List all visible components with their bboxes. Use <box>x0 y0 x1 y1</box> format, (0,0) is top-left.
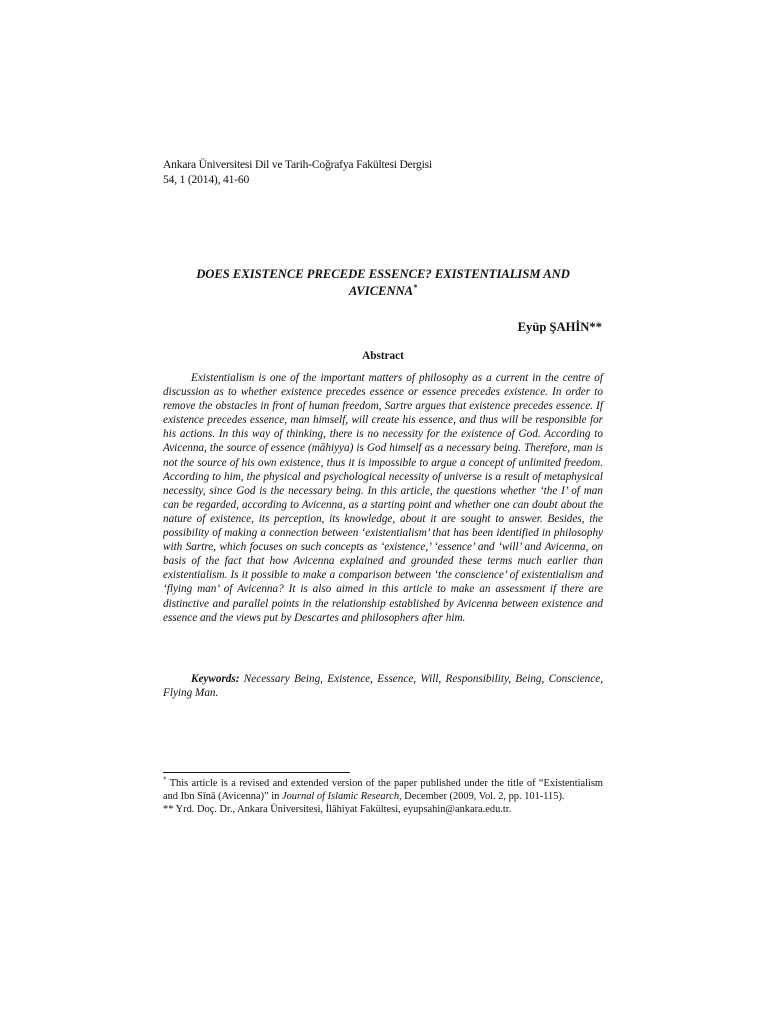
abstract-heading: Abstract <box>362 350 404 362</box>
article-title <box>163 266 603 300</box>
footnote-1 <box>163 777 603 803</box>
keywords-text: Necessary Being, Existence, Essence, Will, Responsibility, Being, Conscience, Flying Man. <box>163 673 603 700</box>
keywords <box>163 672 603 700</box>
footnote-1-text-after: , December (2009, Vol. 2, pp. 101-115). <box>399 791 565 802</box>
abstract-body: Existentialism is one of the important matters of philosophy as a current in the centre of discussion as to whether existence precedes essence or essence precedes existence. In order to remove the obstacles in front of human freedom, Sartre argues that existence precedes essence. If existence precedes essence, man himself, will create his essence, and thus will be responsible for his actions. In this way of thinking, there is no necessity for the existence of God. According to Avicenna, the source of essence (māhiyya) is God himself as a necessary being. Therefore, man is not the source of his own existence, thus it is impossible to argue a concept of unlimited freedom. According to him, the physical and psychological necessity of universe is a result of metaphysical necessity, since God is the necessary being. In this article, the questions whether ‘the I’ of man can be regarded, according to Avicenna, as a starting point and whether one can doubt about the nature of existence, its perception, its knowledge, about it are sought to answer. Besides, the possibility of making a connection between ‘existentialism’ that has been identified in philosophy with Sartre, which focuses on such concepts as ‘existence,’ ‘essence’ and ‘will’ and Avicenna, on basis of the fact that how Avicenna explained and grounded these terms much earlier than existentialism. Is it possible to make a comparison between ‘the conscience’ of existentialism and ‘flying man’ of Avicenna? It is also aimed in this article to make an assessment if there are distinctive and parallel points in the relationship established by Avicenna between existence and essence and the views put by Descartes and philosophers after him. <box>163 372 603 624</box>
journal-name: Ankara Üniversitesi Dil ve Tarih-Coğrafya Fakültesi Dergisi <box>163 158 433 171</box>
footnote-1-journal: Journal of Islamic Research <box>281 791 400 802</box>
footnote-rule <box>163 772 350 773</box>
journal-issue: 54, 1 (2014), 41-60 <box>163 172 250 186</box>
footnote-1-mark: * <box>163 775 167 784</box>
article-author: Eyüp ŞAHİN** <box>517 320 602 334</box>
footnotes <box>163 777 603 816</box>
article-title-text: DOES EXISTENCE PRECEDE ESSENCE? EXISTENTIALISM AND AVICENNA <box>196 267 570 298</box>
footnote-1-text-before: This article is a revised and extended version of the paper published under the title of “Existentialism and Ibn Sīnā (Avicenna)” in <box>163 778 603 802</box>
keywords-label: Keywords: <box>191 673 240 685</box>
journal-header <box>163 158 432 187</box>
footnote-2: ** Yrd. Doç. Dr., Ankara Üniversitesi, İlâhiyat Fakültesi, eyupsahin@ankara.edu.tr. <box>163 804 512 815</box>
title-footnote-mark: * <box>413 282 418 292</box>
